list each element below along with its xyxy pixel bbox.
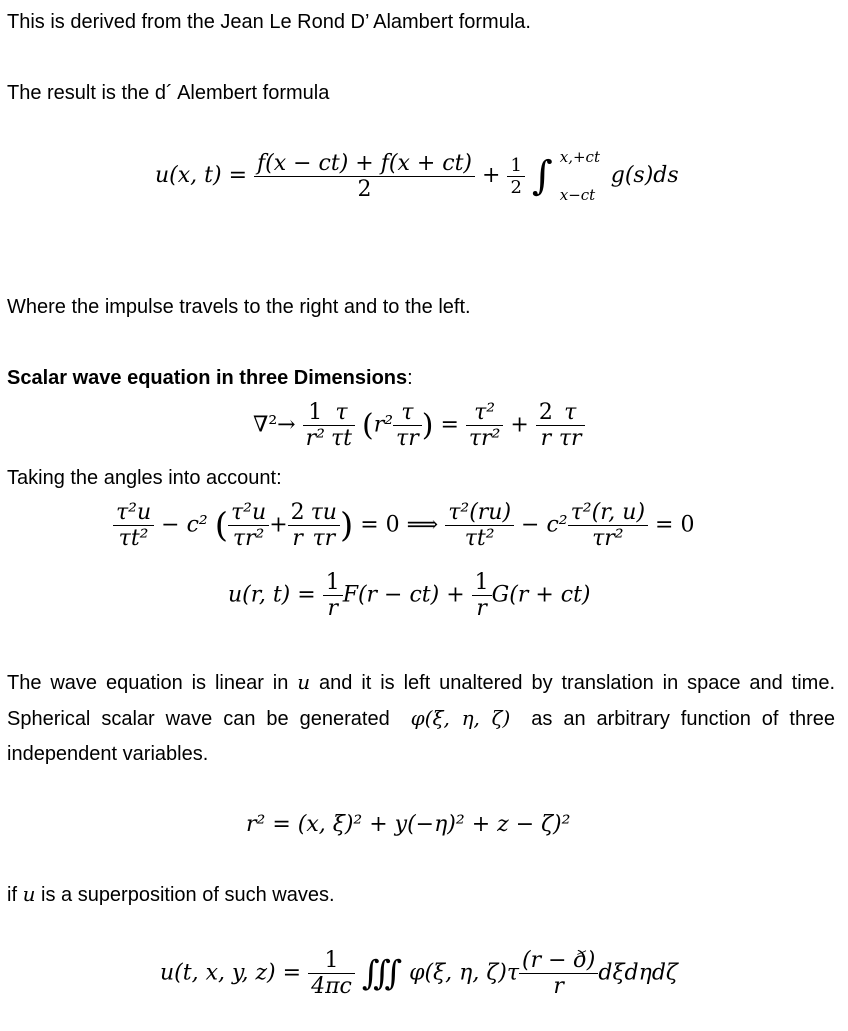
angles-formula	[113, 500, 694, 551]
scalar3d-frac-5-num: 2	[538, 400, 553, 425]
angles-frac-6-den: τr²	[568, 525, 648, 551]
dalembert-fraction-2	[507, 155, 524, 198]
scalar3d-r2: r²	[373, 412, 394, 438]
spherical-frac-2-den: r	[472, 595, 492, 621]
angles-frac-2-den: τr²	[228, 525, 269, 551]
integral-limits	[560, 148, 604, 204]
dalembert-lhs: u(x, t) =	[155, 163, 247, 188]
dalembert-integrand: g(s)ds	[610, 163, 679, 188]
superposition-frac-1-num: 1	[324, 948, 339, 973]
superposition-frac-2-den: r	[519, 973, 598, 999]
spherical-frac-2	[472, 570, 492, 621]
linearity-u: u	[297, 670, 311, 694]
angles-eq-zero-implies: = 0 ⟹	[360, 512, 439, 538]
angles-frac-5-num: τ²(ru)	[448, 500, 512, 525]
scalar3d-frac-3-den: τr	[393, 425, 422, 451]
scalar3d-frac-3-num: τ	[401, 400, 414, 425]
scalar3d-frac-1	[303, 400, 328, 451]
scalar-wave-heading	[7, 366, 413, 390]
linearity-paragraph	[7, 665, 835, 772]
spherical-solution-formula	[228, 570, 591, 621]
superposition-frac-1-den: 4πc	[308, 973, 355, 999]
angles-frac-4	[308, 500, 340, 551]
dalembert-fraction-1	[254, 151, 475, 202]
superposition-end: dξdηdζ	[598, 960, 678, 986]
angles-frac-4-den: τr	[308, 525, 340, 551]
spherical-mid: F(r − ct) +	[342, 582, 465, 608]
scalar3d-plus: +	[510, 412, 529, 438]
angles-frac-6	[568, 500, 648, 551]
superposition-frac-2-num: (r − ð)	[522, 948, 596, 973]
scalar3d-frac-4-num: τ²	[474, 400, 496, 425]
angles-paren-open: (	[214, 505, 229, 546]
angles-frac-3	[288, 500, 308, 551]
dalembert-num-1: f(x − ct) + f(x + ct)	[257, 150, 473, 176]
angles-frac-2	[228, 500, 269, 551]
angles-frac-1	[113, 500, 154, 551]
angles-frac-2-num: τ²u	[231, 500, 267, 525]
linearity-phi: φ(ξ, η, ζ)	[410, 706, 511, 730]
scalar3d-frac-5	[536, 400, 556, 451]
angles-frac-5-den: τt²	[445, 525, 514, 551]
superposition-mid: φ(ξ, η, ζ)τ	[409, 960, 519, 986]
impulse-text: Where the impulse travels to the right and to the left.	[7, 296, 471, 318]
scalar3d-paren-open: (	[361, 408, 374, 443]
triple-integral-symbol: ∭	[361, 953, 403, 994]
scalar3d-frac-6-num: τ	[564, 400, 577, 425]
scalar3d-equals: =	[440, 412, 459, 438]
dalembert-num-2: 1	[510, 154, 522, 176]
scalar3d-frac-4	[466, 400, 504, 451]
linearity-text-b: and it is left unaltered by translation in space and time. Spherical scalar wave can be generated	[7, 672, 836, 730]
superposition-formula	[160, 948, 678, 999]
distance-formula: r² = (x, ξ)² + y(−η)² + z − ζ)²	[246, 812, 571, 837]
scalar3d-frac-5-den: r	[536, 425, 556, 451]
scalar-3d-formula	[253, 400, 585, 451]
scalar3d-frac-2-den: τt	[328, 425, 355, 451]
angles-plus: +	[269, 512, 288, 538]
angles-eq-zero: = 0	[655, 512, 695, 538]
scalar3d-frac-6	[556, 400, 585, 451]
scalar-wave-heading-bold: Scalar wave equation in three Dimensions	[7, 367, 408, 389]
superposition-lhs: u(t, x, y, z) =	[160, 960, 302, 986]
scalar3d-frac-6-den: τr	[556, 425, 585, 451]
scalar3d-frac-1-num: 1	[308, 400, 323, 425]
linearity-text-a: The wave equation is linear in	[7, 672, 298, 694]
dalembert-formula	[155, 148, 679, 204]
dalembert-plus: +	[482, 163, 501, 188]
dalembert-den-2: 2	[507, 176, 524, 198]
spherical-end: G(r + ct)	[491, 582, 591, 608]
integral-symbol: ∫	[531, 153, 553, 199]
result-text: The result is the d´ Alembert formula	[7, 82, 330, 104]
superposition-u: u	[22, 882, 36, 906]
spherical-frac-1-den: r	[323, 595, 343, 621]
scalar3d-frac-1-den: r²	[303, 425, 328, 451]
superposition-frac-1	[308, 948, 355, 999]
superposition-text-a: if	[7, 884, 23, 906]
angles-frac-3-num: 2	[290, 500, 305, 525]
angles-frac-4-num: τu	[310, 500, 337, 525]
angles-frac-1-num: τ²u	[116, 500, 152, 525]
integral-upper-limit: x,+ct	[559, 148, 600, 166]
spherical-lhs: u(r, t) =	[228, 582, 316, 608]
scalar3d-paren-close: )	[421, 408, 434, 443]
scalar3d-frac-2	[328, 400, 355, 451]
scalar-wave-heading-colon: :	[407, 367, 413, 389]
dalembert-den-1: 2	[254, 176, 475, 202]
angles-frac-5	[445, 500, 514, 551]
angles-frac-1-den: τt²	[113, 525, 154, 551]
nabla-arrow: ∇²→	[253, 412, 296, 438]
linearity-text-c: as an arbitrary function of three independent variables.	[7, 708, 836, 765]
angles-frac-3-den: r	[288, 525, 308, 551]
scalar3d-frac-3	[393, 400, 422, 451]
angles-text: Taking the angles into account:	[7, 467, 282, 489]
superposition-frac-2	[519, 948, 598, 999]
angles-frac-6-num: τ²(r, u)	[570, 500, 646, 525]
angles-paren-close: )	[339, 505, 354, 546]
scalar3d-frac-4-den: τr²	[466, 425, 504, 451]
integral-lower-limit: x−ct	[559, 186, 596, 204]
scalar3d-frac-2-num: τ	[335, 400, 348, 425]
intro-text: This is derived from the Jean Le Rond D’ Alambert formula.	[7, 11, 531, 33]
superposition-text-b: is a superposition of such waves.	[35, 884, 335, 906]
superposition-text	[7, 882, 335, 907]
spherical-frac-1	[323, 570, 343, 621]
angles-minus-c2b: − c²	[521, 512, 568, 538]
angles-minus-c2: − c²	[161, 512, 208, 538]
spherical-frac-2-num: 1	[474, 570, 489, 595]
spherical-frac-1-num: 1	[325, 570, 340, 595]
